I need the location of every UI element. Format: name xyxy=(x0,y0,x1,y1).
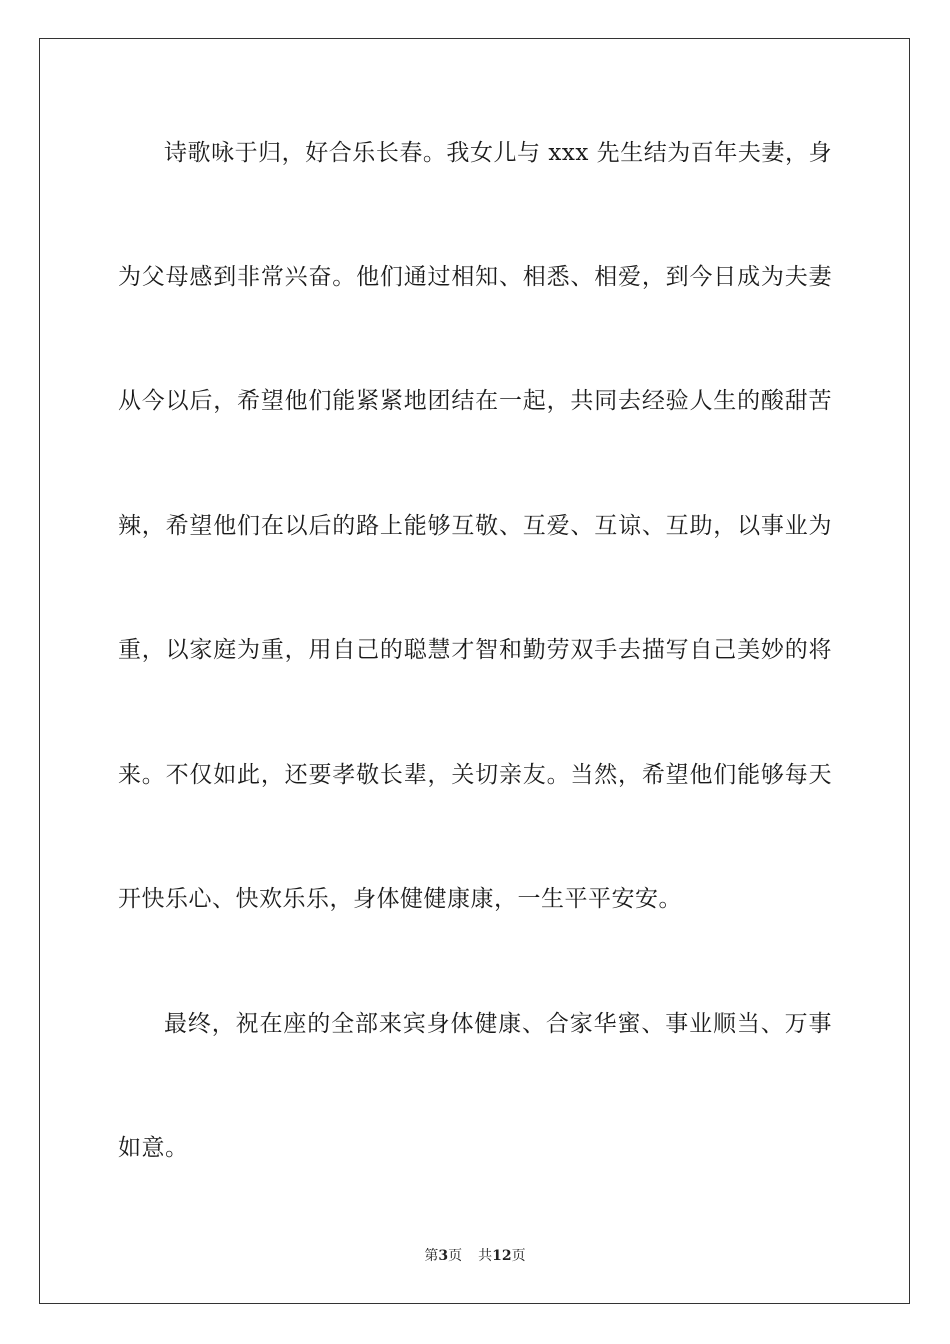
page-number: 3 xyxy=(438,1248,449,1264)
paragraph-line-7: 开快乐心、快欢乐乐，身体健健康康，一生平平安安。 xyxy=(118,886,682,912)
total-pages: 12 xyxy=(492,1248,512,1264)
total-prefix: 共 xyxy=(478,1248,493,1264)
paragraph-line-4: 辣，希望他们在以后的路上能够互敬、互爱、互谅、互助，以事业为 xyxy=(118,513,832,539)
page-prefix: 第 xyxy=(424,1248,439,1264)
paragraph-line-6: 来。不仅如此，还要孝敬长辈，关切亲友。当然，希望他们能够每天 xyxy=(118,762,832,788)
paragraph-line-9: 如意。 xyxy=(118,1135,189,1161)
paragraph-line-3: 从今以后，希望他们能紧紧地团结在一起，共同去经验人生的酸甜苦 xyxy=(118,388,832,414)
paragraph-line-2: 为父母感到非常兴奋。他们通过相知、相悉、相爱，到今日成为夫妻 xyxy=(118,264,832,290)
page-suffix: 页 xyxy=(448,1248,463,1264)
paragraph-line-5: 重，以家庭为重，用自己的聪慧才智和勤劳双手去描写自己美妙的将 xyxy=(118,637,832,663)
paragraph-line-8: 最终，祝在座的全部来宾身体健康、合家华蜜、事业顺当、万事 xyxy=(164,1011,832,1037)
page-footer xyxy=(0,1247,950,1265)
total-suffix: 页 xyxy=(511,1248,526,1264)
page-border xyxy=(39,38,910,1304)
paragraph-line-1: 诗歌咏于归，好合乐长春。我女儿与 xxx 先生结为百年夫妻，身 xyxy=(164,140,832,166)
